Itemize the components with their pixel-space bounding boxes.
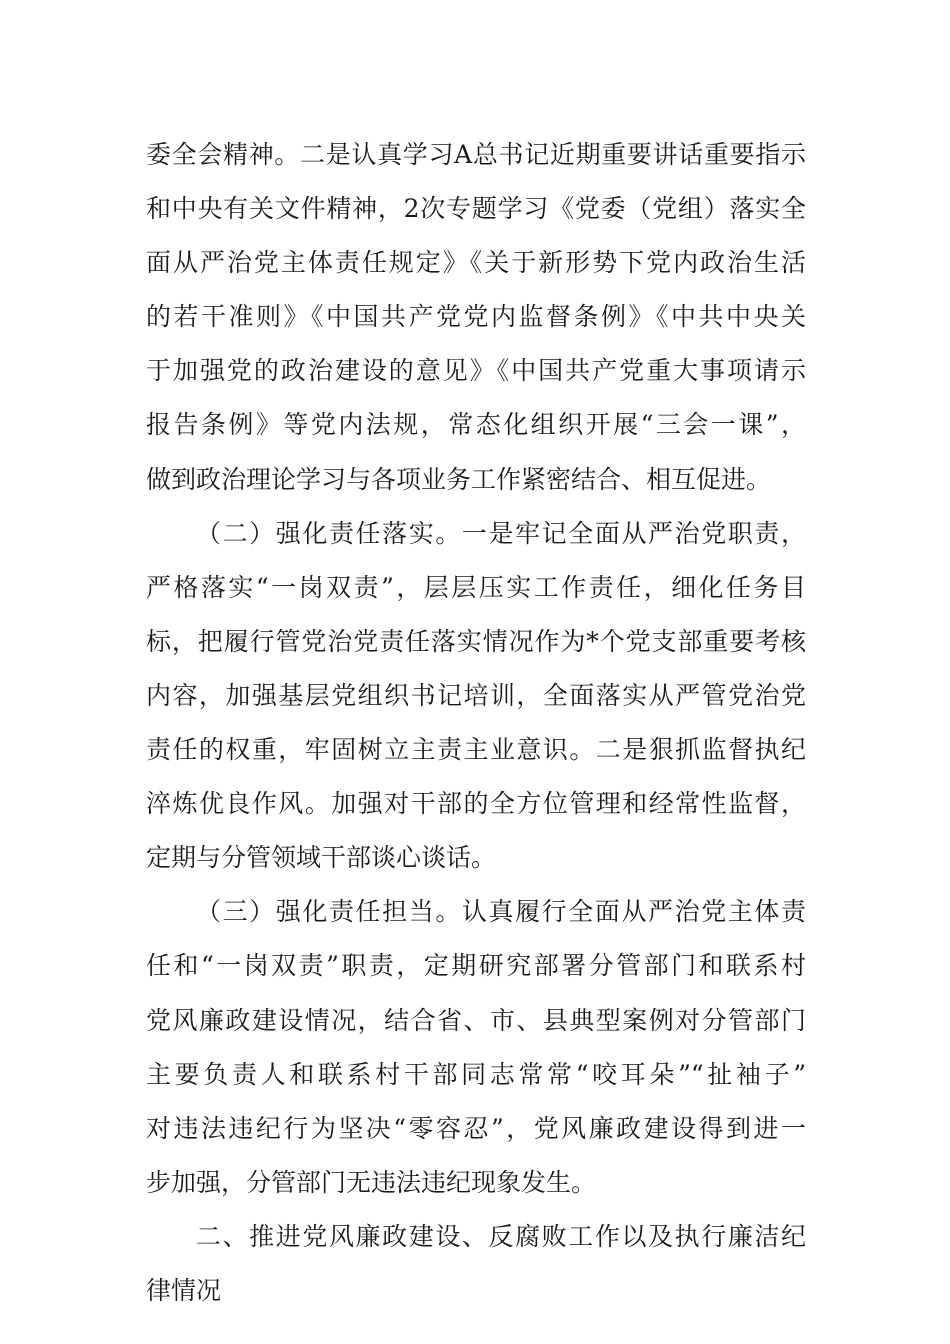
section-heading-line: 律情况	[146, 1275, 222, 1305]
text-line: 严格落实“一岗双责”，层层压实工作责任，细化任务目	[146, 572, 806, 602]
paragraph-heading-line: （二）强化责任落实。一是牢记全面从严治党职责，	[196, 518, 806, 548]
text-line: 内容，加强基层党组织书记培训，全面落实从严管党治党	[146, 680, 806, 710]
text-line: 做到政治理论学习与各项业务工作紧密结合、相互促进。	[146, 464, 772, 494]
text-line: 和中央有关文件精神，2次专题学习《党委（党组）落实全	[146, 194, 806, 224]
text-line: 的若干准则》《中国共产党党内监督条例》《中共中央关	[146, 302, 806, 332]
text-line: 责任的权重，牢固树立主责主业意识。二是狠抓监督执纪	[146, 735, 806, 765]
text-line: 淬炼优良作风。加强对干部的全方位管理和经常性监督，	[146, 789, 806, 819]
text-line: 于加强党的政治建设的意见》《中国共产党重大事项请示	[146, 356, 806, 386]
section-heading-line: 二、推进党风廉政建设、反腐败工作以及执行廉洁纪	[196, 1221, 806, 1251]
text-line: 任和“一岗双责”职责，定期研究部署分管部门和联系村	[146, 951, 806, 981]
text-line: 步加强，分管部门无违法违纪现象发生。	[146, 1167, 597, 1197]
text-line: 定期与分管领域干部谈心谈话。	[146, 843, 497, 873]
text-line: 面从严治党主体责任规定》《关于新形势下党内政治生活	[146, 248, 806, 278]
document-body	[146, 128, 806, 1318]
text-line: 报告条例》等党内法规，常态化组织开展“三会一课”，	[146, 410, 806, 440]
text-line: 主要负责人和联系村干部同志常常“咬耳朵”“扯袖子”	[146, 1059, 806, 1089]
text-line: 对违法违纪行为坚决“零容忍”，党风廉政建设得到进一	[146, 1113, 806, 1143]
paragraph-heading-line: （三）强化责任担当。认真履行全面从严治党主体责	[196, 897, 806, 927]
text-line: 委全会精神。二是认真学习A总书记近期重要讲话重要指示	[146, 140, 806, 169]
text-line: 党风廉政建设情况，结合省、市、县典型案例对分管部门	[146, 1005, 806, 1035]
text-line: 标，把履行管党治党责任落实情况作为*个党支部重要考核	[146, 626, 806, 656]
